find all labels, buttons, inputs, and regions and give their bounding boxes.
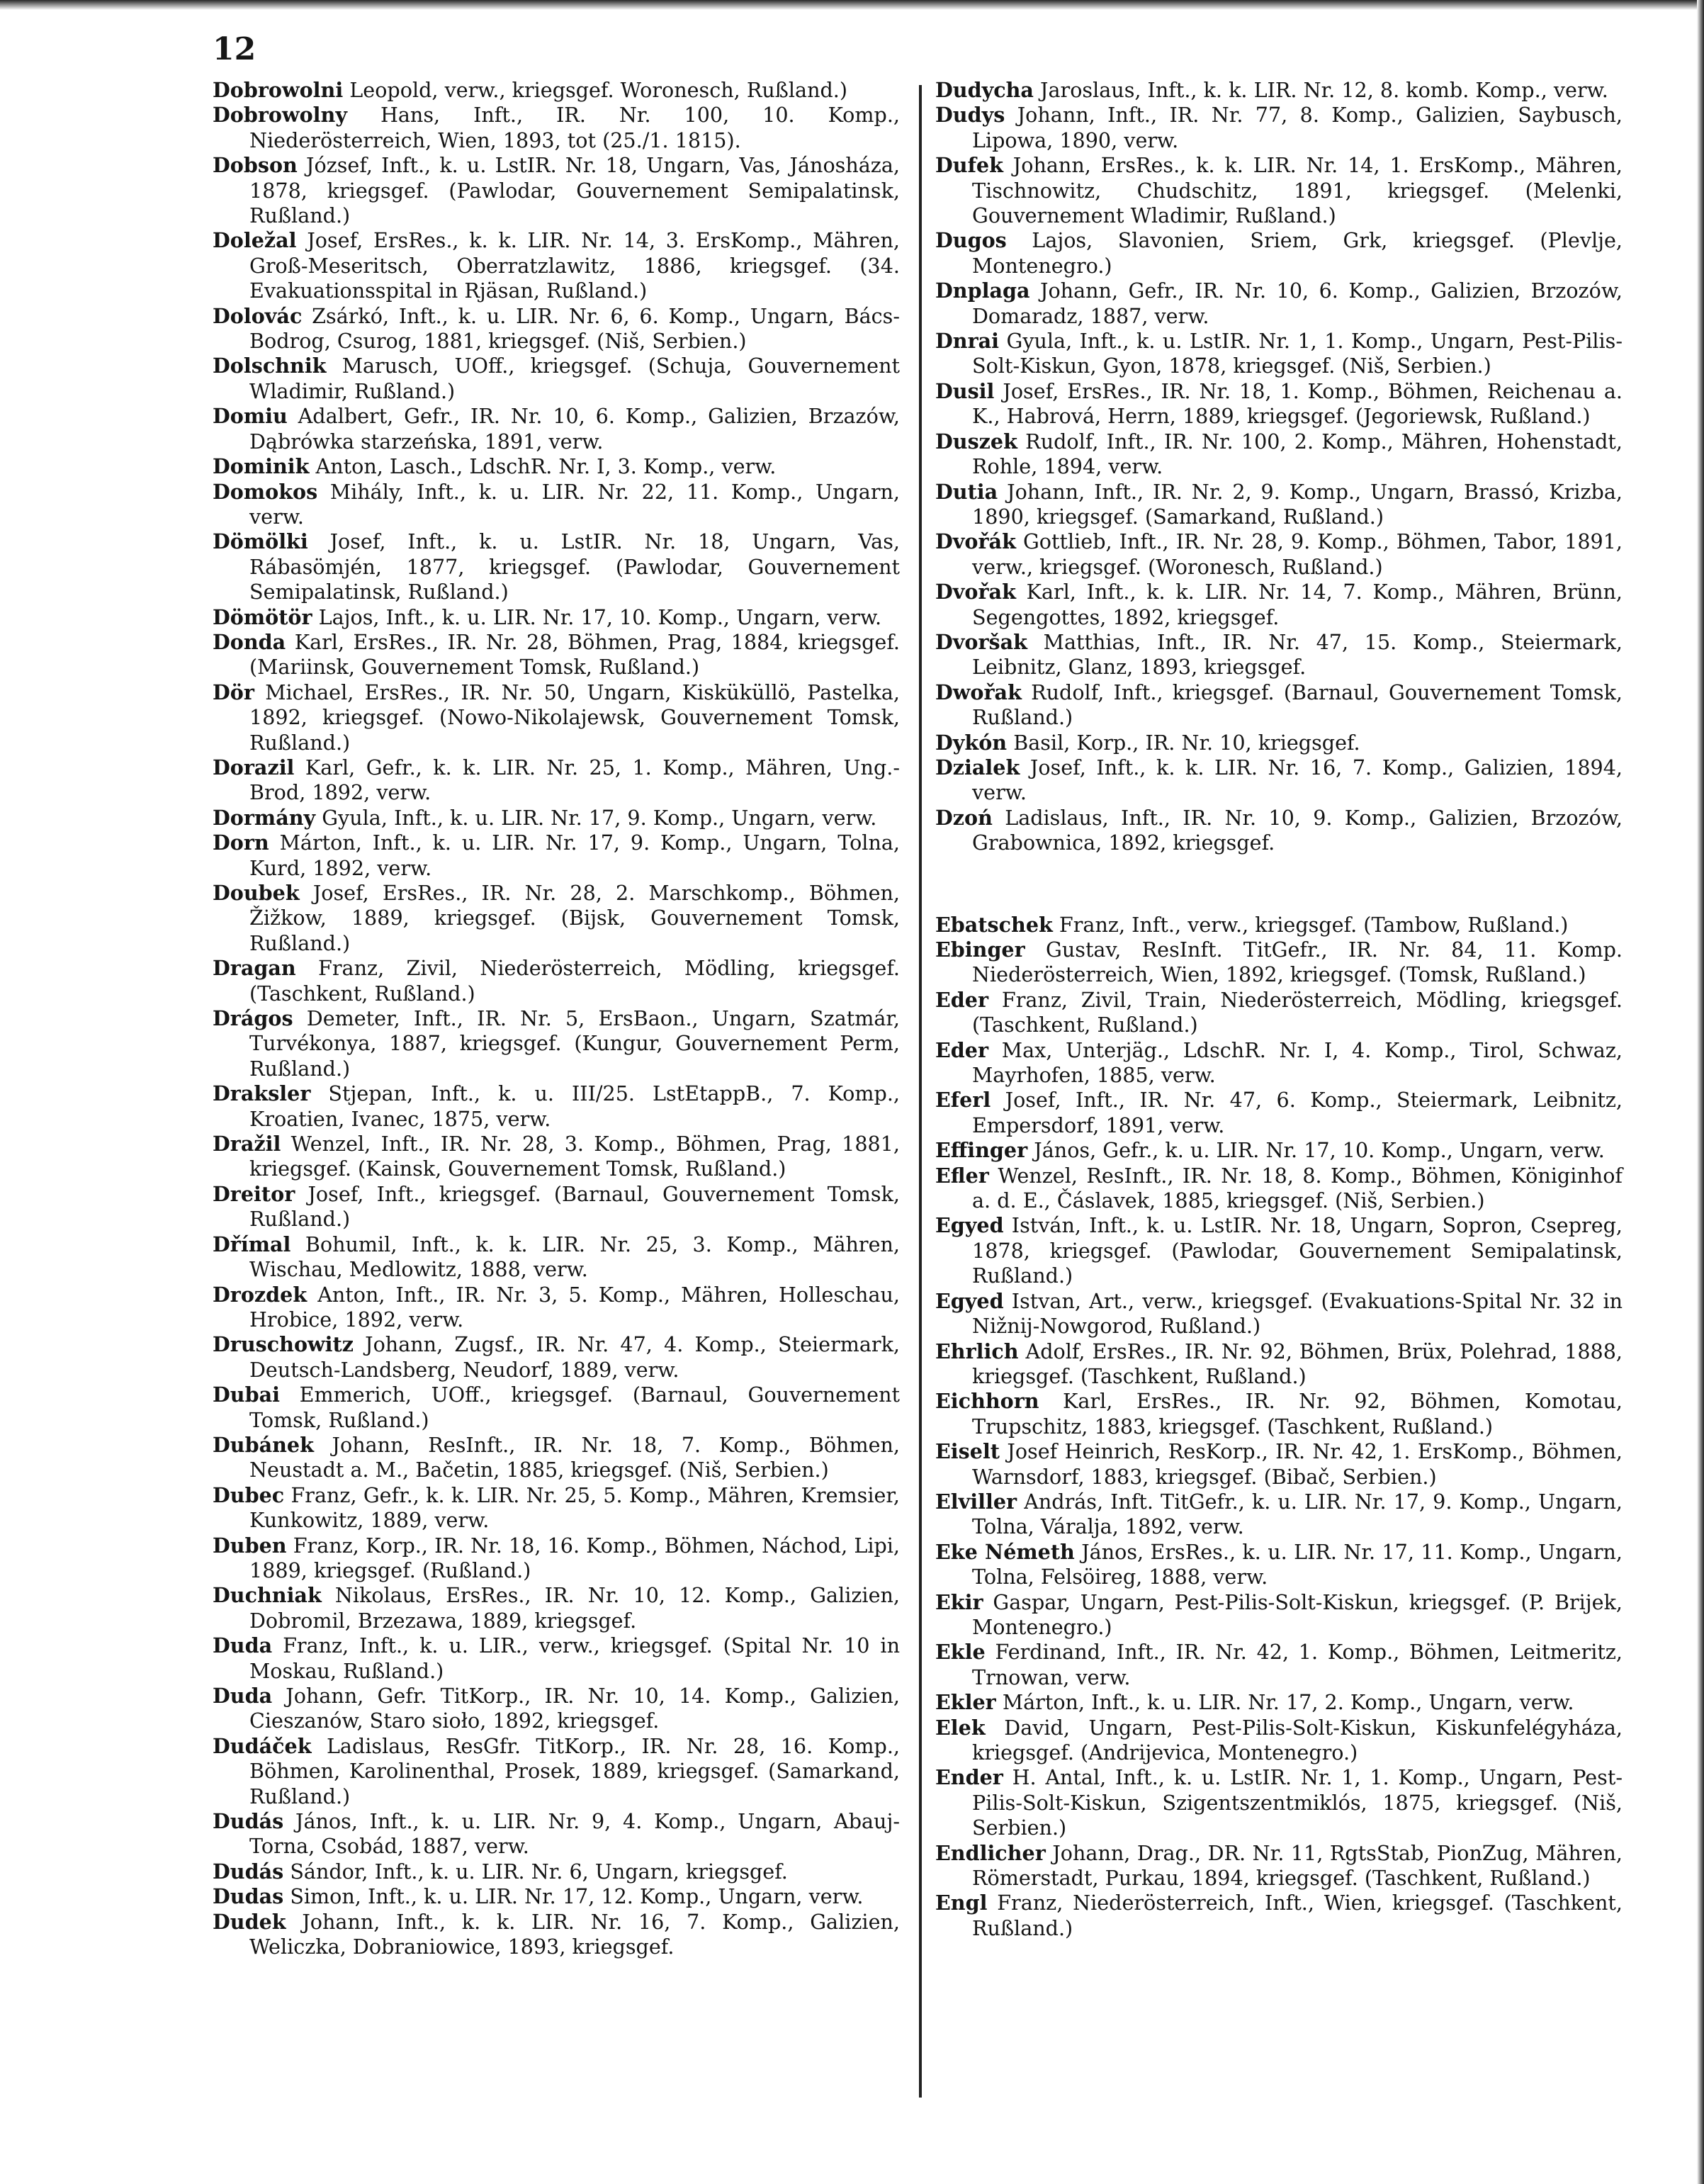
column-divider	[919, 85, 922, 2098]
entry-surname: Duben	[213, 1533, 287, 1558]
entry-surname: Elek	[935, 1715, 986, 1740]
entry-surname: Dzoń	[935, 805, 993, 830]
entry-surname: Elviller	[935, 1489, 1017, 1514]
directory-entry	[935, 1590, 1623, 1640]
entry-details: Michael, ErsRes., IR. Nr. 50, Ungarn, Kisküküllö, Pastelka, 1892, kriegsgef. (Nowo-Nikolajewsk, Gouvernement Tomsk, Rußland.)	[249, 680, 900, 755]
directory-entry	[935, 1289, 1623, 1339]
directory-entry	[935, 1540, 1623, 1590]
entry-details: Matthias, Inft., IR. Nr. 47, 15. Komp., Steiermark, Leibnitz, Glanz, 1893, kriegsgef.	[972, 629, 1623, 680]
directory-entry	[213, 755, 900, 806]
entry-surname: Dřímal	[213, 1232, 291, 1256]
directory-entry	[213, 1433, 900, 1483]
entry-surname: Donda	[213, 629, 286, 654]
entry-details: Josef, ErsRes., IR. Nr. 18, 1. Komp., Böhmen, Reichenau a. K., Habrová, Herrn, 1889, kriegsgef. (Jegoriewsk, Rußland.)	[972, 378, 1623, 429]
entry-surname: Dominik	[213, 454, 310, 479]
entry-surname: Engl	[935, 1891, 988, 1915]
entry-surname: Dutia	[935, 479, 998, 504]
entry-surname: Ender	[935, 1765, 1003, 1790]
directory-entry	[213, 404, 900, 454]
directory-entry	[213, 1182, 900, 1232]
entry-details: Wenzel, Inft., IR. Nr. 28, 3. Komp., Böhmen, Prag, 1881, kriegsgef. (Kainsk, Gouvernement Tomsk, Rußland.)	[249, 1132, 900, 1181]
left-column	[213, 78, 900, 1959]
entry-details: Ladislaus, ResGfr. TitKorp., IR. Nr. 28, 16. Komp., Böhmen, Karolinenthal, Prosek, 1889, kriegsgef. (Samarkand, Rußland.)	[249, 1733, 900, 1808]
directory-entry	[935, 938, 1623, 988]
entry-details: Wenzel, ResInft., IR. Nr. 18, 8. Komp., Böhmen, Königinhof a. d. E., Čáslavek, 1885, kriegsgef. (Niš, Serbien.)	[972, 1163, 1623, 1213]
entry-details: Johann, Inft., IR. Nr. 77, 8. Komp., Galizien, Saybusch, Lipowa, 1890, verw.	[972, 103, 1623, 152]
entry-surname: Dobrowolny	[213, 103, 347, 128]
directory-entry	[213, 1533, 900, 1584]
entry-surname: Dolschnik	[213, 354, 327, 378]
entry-surname: Domokos	[213, 479, 318, 504]
entry-surname: Eferl	[935, 1088, 991, 1113]
entry-details: János, Inft., k. u. LIR. Nr. 9, 4. Komp., Ungarn, Abauj-Torna, Csobád, 1887, verw.	[249, 1809, 900, 1859]
directory-entry	[935, 529, 1623, 580]
directory-entry	[935, 1891, 1623, 1941]
entry-surname: Dvořak	[935, 580, 1016, 604]
entry-surname: Dražil	[213, 1132, 281, 1156]
directory-entry	[213, 1283, 900, 1333]
entry-surname: Dömötör	[213, 604, 312, 629]
directory-entry	[213, 1383, 900, 1433]
directory-entry	[935, 1765, 1623, 1840]
directory-entry	[935, 1038, 1623, 1088]
entry-details: Franz, Zivil, Niederösterreich, Mödling, kriegsgef. (Taschkent, Rußland.)	[249, 956, 901, 1006]
entry-surname: Ekle	[935, 1640, 986, 1665]
entry-surname: Druschowitz	[213, 1332, 354, 1357]
entry-details: Johann, Drag., DR. Nr. 11, RgtsStab, PionZug, Mähren, Römerstadt, Purkau, 1894, kriegsgef. (Taschkent, Rußland.)	[972, 1840, 1623, 1891]
entry-details: József, Inft., k. u. LstIR. Nr. 18, Ungarn, Vas, Jánosháza, 1878, kriegsgef. (Pawlodar, Gouvernement Semipalatinsk, Rußland.)	[249, 153, 901, 228]
entry-surname: Eke Németh	[935, 1539, 1075, 1564]
entry-details: Franz, Inft., k. u. LIR., verw., kriegsgef. (Spital Nr. 10 in Moskau, Rußland.)	[249, 1633, 900, 1683]
entry-surname: Doubek	[213, 881, 300, 905]
entry-details: Lajos, Slavonien, Sriem, Grk, kriegsgef. (Plevlje, Montenegro.)	[972, 228, 1623, 278]
entry-details: Adolf, ErsRes., IR. Nr. 92, Böhmen, Brüx, Polehrad, 1888, kriegsgef. (Taschkent, Rußland.)	[972, 1339, 1623, 1388]
directory-entry	[213, 1232, 900, 1283]
entry-surname: Draksler	[213, 1081, 311, 1106]
entry-surname: Ebinger	[935, 938, 1025, 962]
entry-surname: Dvořák	[935, 529, 1016, 554]
directory-entry	[213, 454, 900, 479]
entry-details: Mihály, Inft., k. u. LIR. Nr. 22, 11. Komp., Ungarn, verw.	[249, 479, 900, 529]
entry-surname: Dugos	[935, 228, 1007, 253]
directory-entry	[213, 103, 900, 153]
directory-entry	[935, 806, 1623, 856]
entry-surname: Dragan	[213, 956, 296, 981]
entry-details: Gaspar, Ungarn, Pest-Pilis-Solt-Kiskun, kriegsgef. (P. Brijek, Montenegro.)	[972, 1589, 1623, 1639]
entry-surname: Dusil	[935, 378, 995, 403]
directory-entry	[213, 1859, 900, 1884]
directory-entry	[213, 480, 900, 530]
entry-details: Ferdinand, Inft., IR. Nr. 42, 1. Komp., Böhmen, Leitmeritz, Trnowan, verw.	[972, 1640, 1623, 1689]
directory-entry	[935, 228, 1623, 278]
entry-details: Sándor, Inft., k. u. LIR. Nr. 6, Ungarn, kriegsgef.	[290, 1859, 788, 1884]
directory-entry	[935, 755, 1623, 806]
entry-details: Zsárkó, Inft., k. u. LIR. Nr. 6, 6. Komp., Ungarn, Bács-Bodrog, Csurog, 1881, kriegsgef. (Niš, Serbien.)	[249, 303, 900, 354]
directory-entry	[935, 379, 1623, 429]
entry-surname: Dubec	[213, 1482, 285, 1507]
entry-details: János, Gefr., k. u. LIR. Nr. 17, 10. Komp., Ungarn, verw.	[1034, 1138, 1605, 1163]
entry-details: Gyula, Inft., k. u. LIR. Nr. 17, 9. Komp., Ungarn, verw.	[322, 805, 877, 830]
directory-entry	[935, 630, 1623, 680]
directory-entry	[935, 153, 1623, 228]
entry-details: Josef, Inft., k. u. LstIR. Nr. 18, Ungarn, Vas, Rábasömjén, 1877, kriegsgef. (Pawlodar, Gouvernement Semipalatinsk, Rußland.)	[249, 529, 900, 604]
entry-details: Anton, Lasch., LdschR. Nr. I, 3. Komp., verw.	[315, 454, 777, 479]
directory-entry	[213, 1583, 900, 1633]
entry-details: Demeter, Inft., IR. Nr. 5, ErsBaon., Ungarn, Szatmár, Turvékonya, 1887, kriegsgef. (Kungur, Gouvernement Perm, Rußland.)	[249, 1006, 901, 1081]
directory-entry	[213, 1734, 900, 1809]
entry-details: Johann, Gefr., IR. Nr. 10, 6. Komp., Galizien, Brzozów, Domaradz, 1887, verw.	[972, 278, 1623, 328]
entry-surname: Dreitor	[213, 1181, 295, 1206]
entry-details: Nikolaus, ErsRes., IR. Nr. 10, 12. Komp., Galizien, Dobromil, Brzezawa, 1889, kriegsgef.	[249, 1583, 901, 1633]
entry-surname: Dobson	[213, 153, 298, 178]
entry-surname: Dykón	[935, 730, 1008, 755]
entry-details: H. Antal, Inft., k. u. LstIR. Nr. 1, 1. Komp., Ungarn, Pest-Pilis-Solt-Kiskun, Szigentszentmiklós, 1875, kriegsgef. (Niš, Serbien.)	[972, 1765, 1623, 1840]
entry-surname: Eiselt	[935, 1439, 1000, 1464]
entry-details: Emmerich, UOff., kriegsgef. (Barnaul, Gouvernement Tomsk, Rußland.)	[249, 1383, 900, 1432]
entry-surname: Domiu	[213, 404, 288, 429]
entry-surname: Dömölki	[213, 529, 308, 554]
entry-surname: Dolovác	[213, 303, 303, 328]
entry-surname: Egyed	[935, 1213, 1004, 1238]
entry-details: Anton, Inft., IR. Nr. 3, 5. Komp., Mähren, Holleschau, Hrobice, 1892, verw.	[249, 1282, 900, 1332]
entry-details: Lajos, Inft., k. u. LIR. Nr. 17, 10. Komp., Ungarn, verw.	[318, 604, 882, 629]
directory-entry	[213, 680, 900, 755]
entry-surname: Dzialek	[935, 755, 1020, 779]
entry-details: Johann, Gefr. TitKorp., IR. Nr. 10, 14. Komp., Galizien, Cieszanów, Staro sioło, 1892, kriegsgef.	[249, 1684, 900, 1733]
directory-entry	[213, 806, 900, 831]
directory-entry	[935, 1640, 1623, 1690]
entry-details: Rudolf, Inft., IR. Nr. 100, 2. Komp., Mähren, Hohenstadt, Rohle, 1894, verw.	[972, 429, 1623, 479]
entry-details: Karl, ErsRes., IR. Nr. 92, Böhmen, Komotau, Trupschitz, 1883, kriegsgef. (Taschkent, Rußland.)	[972, 1389, 1623, 1439]
entry-surname: Egyed	[935, 1288, 1004, 1313]
entry-details: Leopold, verw., kriegsgef. Woronesch, Rußland.)	[349, 78, 848, 102]
entry-details: Rudolf, Inft., kriegsgef. (Barnaul, Gouvernement Tomsk, Rußland.)	[972, 680, 1623, 730]
letter-section-gap	[935, 856, 1623, 913]
directory-entry	[935, 731, 1623, 755]
directory-entry	[935, 913, 1623, 938]
entry-surname: Dudás	[213, 1859, 284, 1884]
directory-entry	[213, 831, 900, 881]
entry-surname: Dör	[213, 680, 254, 704]
directory-entry	[213, 1684, 900, 1734]
directory-entry	[213, 1006, 900, 1081]
directory-entry	[213, 956, 900, 1006]
entry-details: Josef Heinrich, ResKorp., IR. Nr. 42, 1. ErsKomp., Böhmen, Warnsdorf, 1883, kriegsgef. (Bibač, Serbien.)	[972, 1439, 1623, 1489]
entry-surname: Doležal	[213, 228, 297, 253]
entry-surname: Duda	[213, 1684, 273, 1708]
right-column	[935, 78, 1623, 1941]
scan-edge-right	[1697, 0, 1704, 2184]
directory-entry	[935, 1716, 1623, 1766]
entry-details: Franz, Korp., IR. Nr. 18, 16. Komp., Böhmen, Náchod, Lipi, 1889, kriegsgef. (Rußland.)	[249, 1533, 900, 1582]
entry-surname: Duchniak	[213, 1583, 322, 1608]
directory-entry	[935, 1213, 1623, 1288]
entry-details: Hans, Inft., IR. Nr. 100, 10. Komp., Niederösterreich, Wien, 1893, tot (25./1. 1815).	[249, 103, 900, 152]
entry-details: Franz, Niederösterreich, Inft., Wien, kriegsgef. (Taschkent, Rußland.)	[972, 1891, 1623, 1940]
entry-surname: Dorn	[213, 831, 269, 855]
entry-surname: Dudas	[213, 1884, 284, 1909]
directory-entry	[213, 1809, 900, 1859]
directory-entry	[935, 1164, 1623, 1214]
entry-surname: Dvoršak	[935, 629, 1027, 654]
directory-entry	[213, 228, 900, 303]
entry-surname: Eichhorn	[935, 1389, 1039, 1414]
entry-surname: Dnrai	[935, 329, 1000, 354]
entry-details: Johann, ErsRes., k. k. LIR. Nr. 14, 1. ErsKomp., Mähren, Tischnowitz, Chudschitz, 1891, kriegsgef. (Melenki, Gouvernement Wladimir, Rußland.)	[972, 153, 1623, 228]
entry-surname: Dudás	[213, 1809, 284, 1834]
entry-details: Karl, ErsRes., IR. Nr. 28, Böhmen, Prag, 1884, kriegsgef. (Mariinsk, Gouvernement Tomsk, Rußland.)	[249, 629, 901, 680]
entry-surname: Eder	[935, 987, 989, 1012]
entry-details: Franz, Gefr., k. k. LIR. Nr. 25, 5. Komp., Mähren, Kremsier, Kunkowitz, 1889, verw.	[249, 1482, 900, 1533]
entry-details: Karl, Gefr., k. k. LIR. Nr. 25, 1. Komp., Mähren, Ung.-Brod, 1892, verw.	[249, 755, 900, 805]
entry-details: Franz, Zivil, Train, Niederösterreich, Mödling, kriegsgef. (Taschkent, Rußland.)	[972, 987, 1623, 1037]
entry-surname: Drágos	[213, 1006, 293, 1031]
directory-entry	[213, 1633, 900, 1684]
entry-details: Basil, Korp., IR. Nr. 10, kriegsgef.	[1013, 730, 1360, 755]
directory-entry	[935, 78, 1623, 103]
directory-entry	[213, 605, 900, 630]
directory-entry	[213, 630, 900, 680]
directory-entry	[935, 1690, 1623, 1715]
directory-entry	[213, 881, 900, 956]
directory-entry	[935, 1439, 1623, 1490]
entry-surname: Eder	[935, 1037, 989, 1062]
entry-surname: Drozdek	[213, 1282, 307, 1307]
entry-details: Ladislaus, Inft., IR. Nr. 10, 9. Komp., Galizien, Brzozów, Grabownica, 1892, kriegsgef.	[972, 805, 1623, 855]
entry-details: Max, Unterjäg., LdschR. Nr. I, 4. Komp., Tirol, Schwaz, Mayrhofen, 1885, verw.	[972, 1037, 1623, 1088]
directory-entry	[935, 680, 1623, 731]
entry-details: Stjepan, Inft., k. u. III/25. LstEtappB., 7. Komp., Kroatien, Ivanec, 1875, verw.	[249, 1081, 900, 1131]
entry-details: Johann, Zugsf., IR. Nr. 47, 4. Komp., Steiermark, Deutsch-Landsberg, Neudorf, 1889, verw.	[249, 1332, 900, 1382]
directory-entry	[935, 1490, 1623, 1540]
directory-entry	[935, 1841, 1623, 1891]
entry-surname: Ebatschek	[935, 912, 1053, 937]
entry-surname: Ehrlich	[935, 1339, 1019, 1363]
entry-details: Johann, ResInft., IR. Nr. 18, 7. Komp., Böhmen, Neustadt a. M., Bačetin, 1885, kriegsgef. (Niš, Serbien.)	[249, 1432, 900, 1482]
entry-surname: Dormány	[213, 805, 316, 830]
directory-entry	[935, 329, 1623, 379]
directory-entry	[935, 1339, 1623, 1390]
entry-details: Adalbert, Gefr., IR. Nr. 10, 6. Komp., Galizien, Brzazów, Dąbrówka starzeńska, 1891, verw.	[249, 404, 901, 454]
entry-details: Josef, ErsRes., k. k. LIR. Nr. 14, 3. ErsKomp., Mähren, Groß-Meseritsch, Oberratzlawitz, 1886, kriegsgef. (34. Evakuationsspital in Rjäsan, Rußland.)	[249, 228, 901, 303]
entry-surname: Duszek	[935, 429, 1017, 454]
entry-surname: Effinger	[935, 1138, 1028, 1163]
directory-entry	[213, 1884, 900, 1909]
directory-entry	[213, 1910, 900, 1960]
scan-edge-top	[0, 0, 1704, 10]
entry-surname: Ekler	[935, 1690, 996, 1715]
entry-surname: Efler	[935, 1163, 989, 1188]
directory-entry	[213, 78, 900, 103]
entry-details: István, Inft., k. u. LstIR. Nr. 18, Ungarn, Sopron, Csepreg, 1878, kriegsgef. (Pawlodar, Gouvernement Semipalatinsk, Rußland.)	[972, 1213, 1623, 1288]
directory-entry	[213, 1332, 900, 1383]
entry-details: Josef, Inft., kriegsgef. (Barnaul, Gouvernement Tomsk, Rußland.)	[249, 1181, 901, 1232]
entry-details: Márton, Inft., k. u. LIR. Nr. 17, 2. Komp., Ungarn, verw.	[1002, 1690, 1574, 1715]
entry-details: Johann, Inft., k. k. LIR. Nr. 16, 7. Komp., Galizien, Weliczka, Dobraniowice, 1893, kriegsgef.	[249, 1909, 901, 1959]
entry-details: Marusch, UOff., kriegsgef. (Schuja, Gouvernement Wladimir, Rußland.)	[249, 354, 901, 403]
entry-details: Franz, Inft., verw., kriegsgef. (Tambow, Rußland.)	[1059, 912, 1569, 937]
directory-entry	[935, 103, 1623, 153]
directory-entry	[935, 1088, 1623, 1138]
entry-surname: Dobrowolni	[213, 78, 344, 102]
entry-details: Josef, Inft., IR. Nr. 47, 6. Komp., Steiermark, Leibnitz, Empersdorf, 1891, verw.	[972, 1088, 1623, 1137]
entry-details: András, Inft. TitGefr., k. u. LIR. Nr. 17, 9. Komp., Ungarn, Tolna, Váralja, 1892, verw.	[972, 1489, 1623, 1539]
entry-surname: Dorazil	[213, 755, 295, 779]
directory-entry	[935, 988, 1623, 1038]
directory-entry	[935, 429, 1623, 480]
directory-entry	[213, 304, 900, 354]
entry-details: David, Ungarn, Pest-Pilis-Solt-Kiskun, Kiskunfelégyháza, kriegsgef. (Andrijevica, Montenegro.)	[972, 1715, 1623, 1764]
directory-entry	[935, 580, 1623, 630]
entry-details: János, ErsRes., k. u. LIR. Nr. 17, 11. Komp., Ungarn, Tolna, Felsöireg, 1888, verw.	[972, 1539, 1623, 1589]
page-number: 12	[213, 31, 256, 67]
entry-surname: Duda	[213, 1633, 273, 1658]
entry-details: Johann, Inft., IR. Nr. 2, 9. Komp., Ungarn, Brassó, Krizba, 1890, kriegsgef. (Samarkand, Rußland.)	[972, 479, 1623, 529]
entry-details: Josef, ErsRes., IR. Nr. 28, 2. Marschkomp., Böhmen, Žižkow, 1889, kriegsgef. (Bijsk, Gouvernement Tomsk, Rußland.)	[249, 881, 900, 955]
entry-surname: Dudek	[213, 1909, 286, 1934]
entry-surname: Dudys	[935, 103, 1005, 128]
entry-surname: Dufek	[935, 153, 1003, 178]
entry-details: Gustav, ResInft. TitGefr., IR. Nr. 84, 11. Komp. Niederösterreich, Wien, 1892, kriegsgef. (Tomsk, Rußland.)	[972, 938, 1623, 987]
directory-entry	[935, 480, 1623, 530]
directory-entry	[213, 1132, 900, 1182]
directory-entry	[213, 153, 900, 228]
directory-entry	[935, 278, 1623, 329]
entry-details: Istvan, Art., verw., kriegsgef. (Evakuations-Spital Nr. 32 in Nižnij-Nowgorod, Rußland.)	[972, 1288, 1623, 1339]
entry-surname: Dudáček	[213, 1733, 312, 1758]
entry-details: Márton, Inft., k. u. LIR. Nr. 17, 9. Komp., Ungarn, Tolna, Kurd, 1892, verw.	[249, 831, 900, 880]
entry-details: Bohumil, Inft., k. k. LIR. Nr. 25, 3. Komp., Mähren, Wischau, Medlowitz, 1888, verw.	[249, 1232, 900, 1282]
entry-details: Gyula, Inft., k. u. LstIR. Nr. 1, 1. Komp., Ungarn, Pest-Pilis-Solt-Kiskun, Gyon, 1878, kriegsgef. (Niš, Serbien.)	[972, 329, 1623, 378]
directory-entry	[213, 354, 900, 404]
directory-entry	[935, 1138, 1623, 1163]
directory-entry	[935, 1389, 1623, 1439]
entry-surname: Endlicher	[935, 1840, 1046, 1865]
entry-details: Jaroslaus, Inft., k. k. LIR. Nr. 12, 8. komb. Komp., verw.	[1040, 78, 1608, 102]
entry-surname: Dubánek	[213, 1432, 314, 1457]
entry-surname: Ekir	[935, 1589, 983, 1614]
entry-surname: Dubai	[213, 1383, 280, 1407]
entry-surname: Dnplaga	[935, 278, 1030, 303]
entry-details: Karl, Inft., k. k. LIR. Nr. 14, 7. Komp., Mähren, Brünn, Segengottes, 1892, kriegsgef.	[972, 580, 1623, 629]
entry-surname: Dwořak	[935, 680, 1022, 704]
entry-surname: Dudycha	[935, 78, 1034, 102]
directory-entry	[213, 1081, 900, 1132]
entry-details: Josef, Inft., k. k. LIR. Nr. 16, 7. Komp., Galizien, 1894, verw.	[972, 755, 1623, 805]
directory-entry	[213, 1483, 900, 1533]
directory-entry	[213, 529, 900, 604]
entry-details: Gottlieb, Inft., IR. Nr. 28, 9. Komp., Böhmen, Tabor, 1891, verw., kriegsgef. (Woronesch, Rußland.)	[972, 529, 1623, 579]
entry-details: Simon, Inft., k. u. LIR. Nr. 17, 12. Komp., Ungarn, verw.	[290, 1884, 864, 1909]
